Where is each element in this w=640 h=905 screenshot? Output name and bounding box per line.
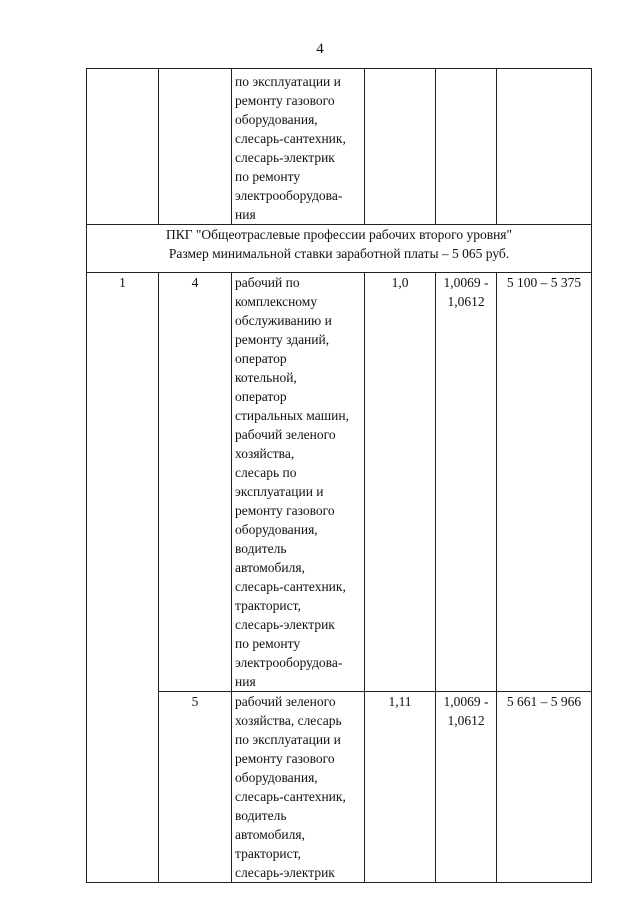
empty-cell: [87, 69, 159, 225]
page-number: 4: [316, 41, 324, 57]
coefficient-cell: 1,11: [365, 692, 436, 883]
range-coefficient-cell: 1,0069 - 1,0612: [436, 273, 497, 692]
table-row: [87, 273, 592, 692]
group-title: ПКГ "Общеотраслевые профессии рабочих второго уровня": [165, 227, 513, 242]
professions-cell: рабочий по комплексному обслуживанию и ремонту зданий, оператор котельной, оператор стиральных машин, рабочий зеленого хозяйства, слесарь по эксплуатации и ремонту газового оборудования, водитель автомобиля, слесарь-сантехник, тракторист, слесарь-электрик по ремонту электрооборудова- ния: [232, 273, 365, 692]
empty-cell: [159, 69, 232, 225]
grade-cell: 5: [159, 692, 232, 883]
professions-cell: рабочий зеленого хозяйства, слесарь по эксплуатации и ремонту газового оборудования, слесарь-сантехник, водитель автомобиля, тракторист, слесарь-электрик: [232, 692, 365, 883]
professions-continuation: по эксплуатации и ремонту газового оборудования, слесарь-сантехник, слесарь-электрик по ремонту электрооборудова- ния: [232, 69, 365, 225]
empty-cell: [365, 69, 436, 225]
empty-cell: [497, 69, 592, 225]
group-subtitle: Размер минимальной ставки заработной платы – 5 065 руб.: [168, 246, 510, 261]
salary-table: [86, 68, 592, 883]
salary-cell: 5 661 – 5 966: [497, 692, 592, 883]
salary-cell: 5 100 – 5 375: [497, 273, 592, 692]
empty-cell: [436, 69, 497, 225]
qualification-level-cell: 1: [87, 273, 159, 883]
group-header-cell: [87, 225, 592, 273]
range-coefficient-cell: 1,0069 - 1,0612: [436, 692, 497, 883]
group-header-row: [87, 225, 592, 273]
table-row: [87, 692, 592, 883]
coefficient-cell: 1,0: [365, 273, 436, 692]
continuation-row: [87, 69, 592, 225]
grade-cell: 4: [159, 273, 232, 692]
